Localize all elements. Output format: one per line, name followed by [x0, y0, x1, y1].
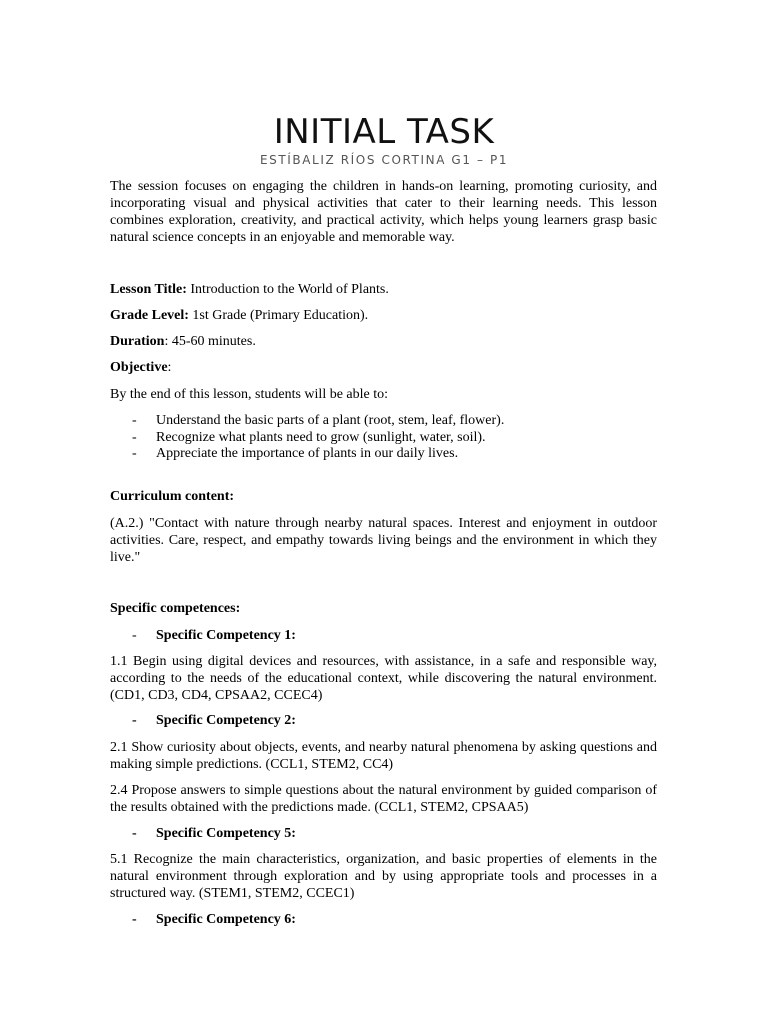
grade-level-label: Grade Level: [110, 308, 189, 323]
competency-5-1-text: 5.1 Recognize the main characteristics, organization, and basic properties of elements in the natural environment through exploration and by using appropriate tools and processes in a structured way. (STEM1, STEM2, CCEC1) [110, 852, 657, 901]
competences-heading [110, 600, 657, 617]
objective-intro: By the end of this lesson, students will be able to: [110, 387, 389, 402]
competency-heading [132, 627, 296, 644]
competency-2-label: Specific Competency 2: [156, 713, 296, 728]
competency-1-1-text: 1.1 Begin using digital devices and resources, with assistance, in a safe and responsible way, according to the needs of the educational context, while discovering the natural environment. (CD1, CD3, CD4, CPSAA2, CCEC4) [110, 654, 657, 703]
bullet-dash: - [132, 628, 137, 643]
intro-paragraph: The session focuses on engaging the children in hands-on learning, promoting curiosity, and incorporating visual and physical activities that cater to their learning needs. This lesson combines exploration, creativity, and practical activity, which helps young learners grasp basic natural science concepts in an enjoyable and memorable way. [110, 179, 657, 245]
bullet-dash: - [132, 413, 137, 428]
bullet-dash: - [132, 912, 137, 927]
competency-1-label: Specific Competency 1: [156, 628, 296, 643]
bullet-dash: - [132, 446, 137, 461]
competency-2-4-text: 2.4 Propose answers to simple questions about the natural environment by guided comparison of the results obtained with the predictions made. (CCL1, STEM2, CPSAA5) [110, 783, 657, 815]
competency-heading [132, 825, 296, 842]
document-subtitle: ESTÍBALIZ RÍOS CORTINA G1 – P1 [259, 153, 509, 167]
bullet-dash: - [132, 826, 137, 841]
curriculum-heading [110, 488, 657, 505]
lesson-title-line [110, 281, 657, 298]
objective-item [132, 445, 458, 462]
objective-text: Recognize what plants need to grow (sunlight, water, soil). [156, 430, 486, 445]
bullet-dash: - [132, 713, 137, 728]
competency-2-1-text: 2.1 Show curiosity about objects, events, and nearby natural phenomena by asking questions and making simple predictions. (CCL1, STEM2, CC4) [110, 740, 657, 772]
bullet-dash: - [132, 430, 137, 445]
lesson-title-value: Introduction to the World of Plants. [186, 282, 389, 297]
duration-value: : 45-60 minutes. [164, 334, 256, 349]
objective-item [132, 429, 486, 446]
objective-text: Appreciate the importance of plants in our daily lives. [156, 446, 459, 461]
competency-5-label: Specific Competency 5: [156, 826, 296, 841]
objective-colon: : [167, 360, 172, 375]
grade-level-line [110, 307, 657, 324]
duration-line [110, 333, 657, 350]
competences-heading-text: Specific competences: [110, 601, 241, 616]
lesson-title-label: Lesson Title: [110, 282, 187, 297]
document-title: INITIAL TASK [273, 112, 495, 152]
grade-level-value: 1st Grade (Primary Education). [188, 308, 369, 323]
objective-item [132, 412, 504, 429]
curriculum-text: (A.2.) "Contact with nature through nearby natural spaces. Interest and enjoyment in outdoor activities. Care, respect, and empathy towards living beings and the environment in which they live." [110, 516, 657, 565]
curriculum-heading-text: Curriculum content: [110, 489, 235, 504]
objective-line [110, 359, 657, 376]
objective-text: Understand the basic parts of a plant (root, stem, leaf, flower). [156, 413, 505, 428]
competency-heading [132, 712, 296, 729]
duration-label: Duration [110, 334, 165, 349]
competency-6-label: Specific Competency 6: [156, 912, 296, 927]
competency-heading [132, 911, 296, 928]
objective-label: Objective [110, 360, 168, 375]
